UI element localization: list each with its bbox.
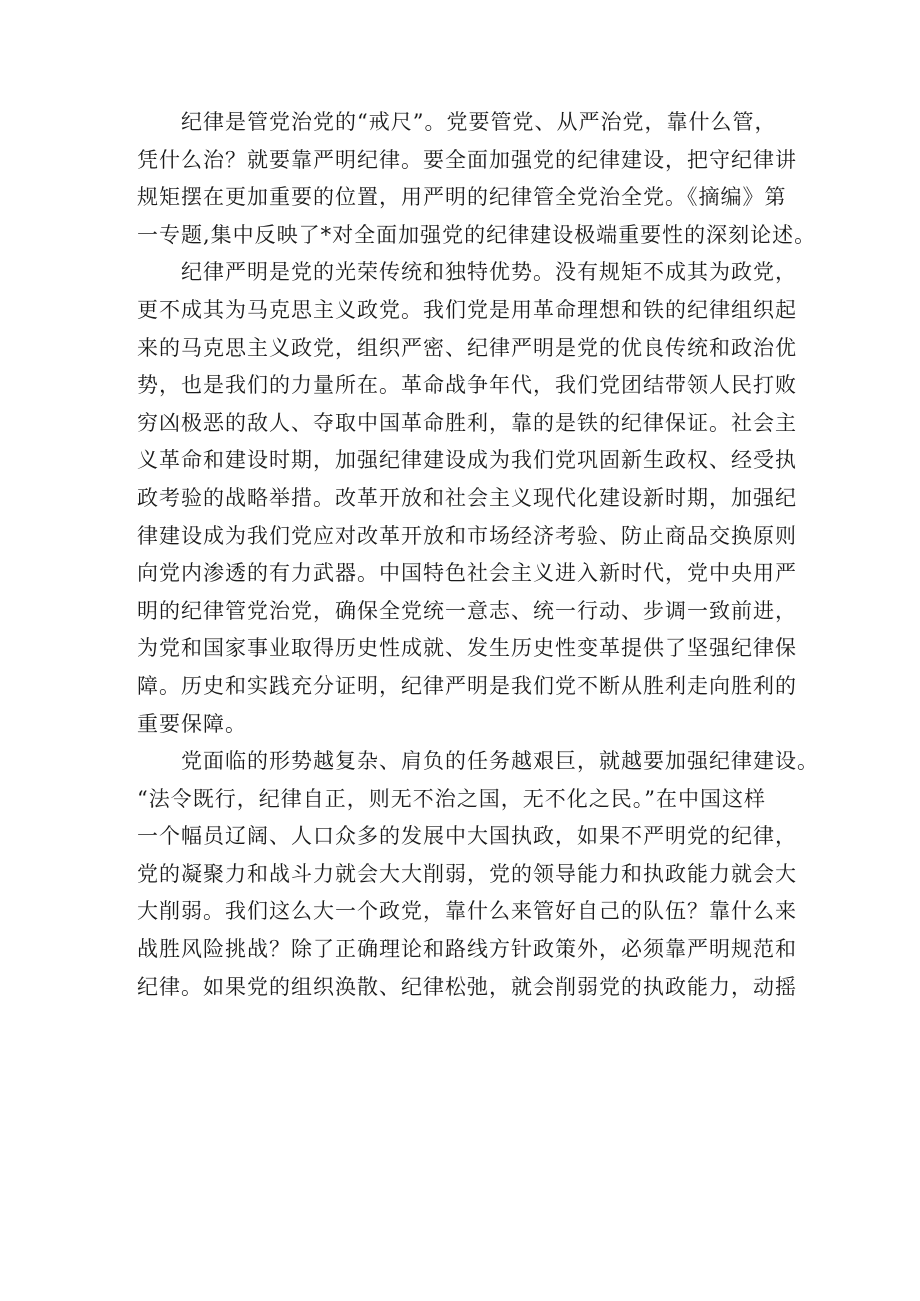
text-line: 律建设成为我们党应对改革开放和市场经济考验、防止商品交换原则 — [137, 523, 797, 548]
text-line: 为党和国家事业取得历史性成就、发生历史性变革提供了坚强纪律保 — [137, 636, 797, 661]
text-line: 规矩摆在更加重要的位置，用严明的纪律管全党治全党。《摘编》第 — [137, 185, 787, 210]
text-line: 来的马克思主义政党，组织严密、纪律严明是党的优良传统和政治优 — [137, 335, 797, 360]
text-line: 势，也是我们的力量所在。革命战争年代，我们党团结带领人民打败 — [137, 373, 797, 398]
text-line: 政考验的战略举措。改革开放和社会主义现代化建设新时期，加强纪 — [137, 485, 797, 510]
text-line: “法令既行，纪律自正，则无不治之国，无不化之民。”在中国这样 — [137, 786, 766, 811]
text-line: 重要保障。 — [137, 711, 247, 736]
text-line: 凭什么治？就要靠严明纪律。要全面加强党的纪律建设，把守纪律讲 — [137, 147, 797, 172]
paragraph-2 — [137, 254, 802, 743]
text-line: 战胜风险挑战？除了正确理论和路线方针政策外，必须靠严明规范和 — [137, 937, 797, 962]
paragraph-1 — [137, 104, 817, 254]
text-line: 党面临的形势越复杂、肩负的任务越艰巨，就越要加强纪律建设。 — [137, 749, 819, 774]
text-line: 一专题,集中反映了*对全面加强党的纪律建设极端重要性的深刻论述。 — [137, 222, 817, 247]
text-line: 向党内渗透的有力武器。中国特色社会主义进入新时代，党中央用严 — [137, 561, 797, 586]
paragraph-3 — [137, 743, 819, 1006]
text-line: 更不成其为马克思主义政党。我们党是用革命理想和铁的纪律组织起 — [137, 297, 797, 322]
text-line: 党的凝聚力和战斗力就会大大削弱，党的领导能力和执政能力就会大 — [137, 861, 797, 886]
text-line: 穷凶极恶的敌人、夺取中国革命胜利，靠的是铁的纪律保证。社会主 — [137, 410, 797, 435]
text-line: 义革命和建设时期，加强纪律建设成为我们党巩固新生政权、经受执 — [137, 448, 797, 473]
text-line: 纪律是管党治党的“戒尺”。党要管党、从严治党，靠什么管， — [137, 110, 777, 134]
text-line: 大削弱。我们这么大一个政党，靠什么来管好自己的队伍？靠什么来 — [137, 899, 797, 924]
text-line: 纪律严明是党的光荣传统和独特优势。没有规矩不成其为政党， — [137, 260, 797, 285]
document-page — [137, 104, 819, 1006]
text-line: 障。历史和实践充分证明，纪律严明是我们党不断从胜利走向胜利的 — [137, 673, 797, 698]
text-line: 明的纪律管党治党，确保全党统一意志、统一行动、步调一致前进， — [137, 598, 797, 623]
text-line: 一个幅员辽阔、人口众多的发展中大国执政，如果不严明党的纪律， — [137, 824, 797, 849]
text-line: 纪律。如果党的组织涣散、纪律松弛，就会削弱党的执政能力，动摇 — [137, 974, 797, 999]
